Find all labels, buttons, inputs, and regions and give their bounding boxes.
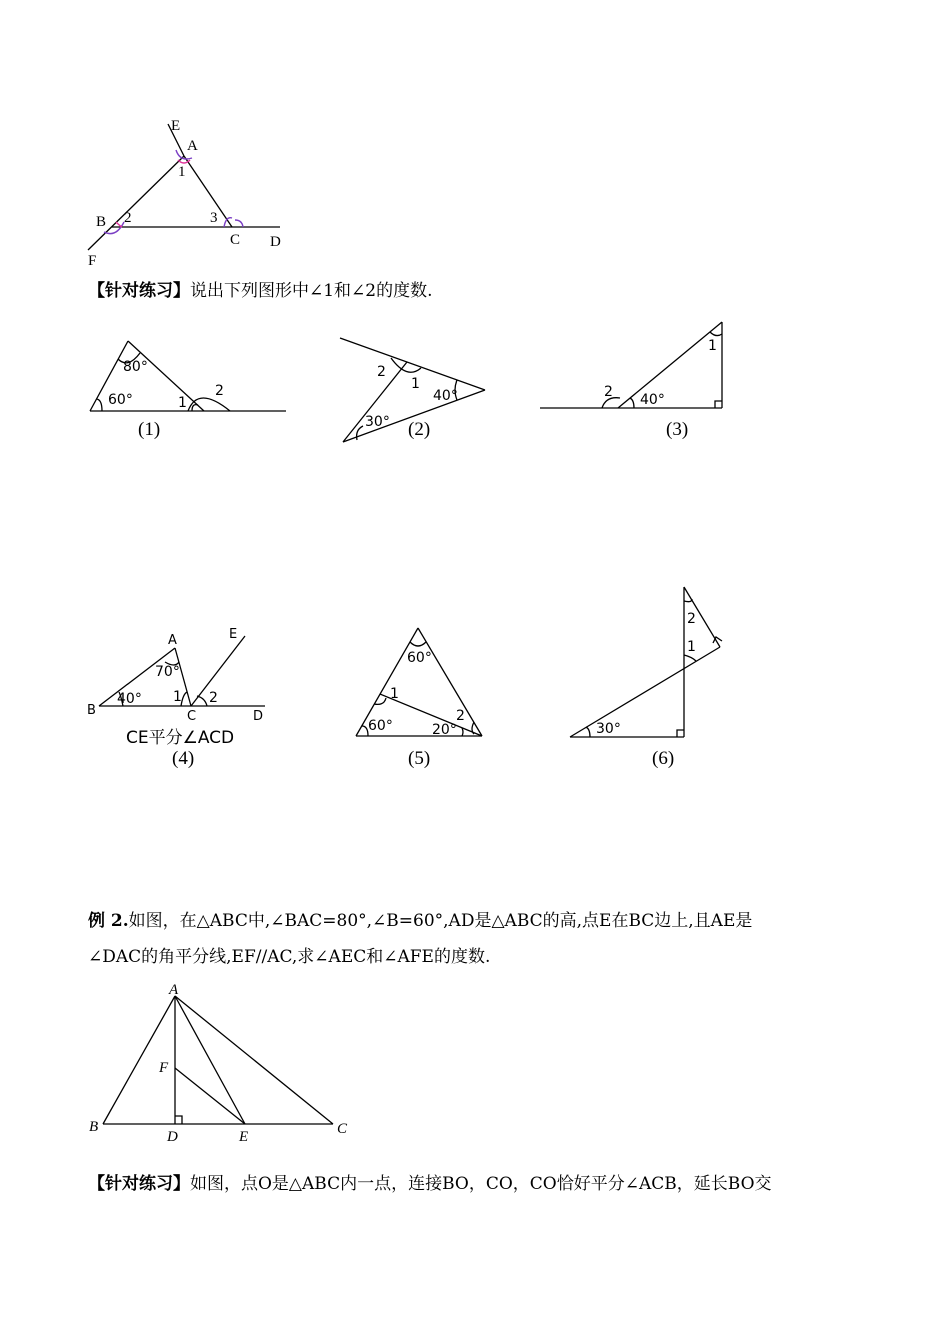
fig4-label-B: B <box>87 703 96 718</box>
fig4-label-C: C <box>187 709 197 724</box>
figure-4-note: CE平分∠ACD <box>126 728 235 748</box>
practice-2-heading: 【针对练习】 <box>88 1174 190 1194</box>
fig2-label-40: 40° <box>433 388 458 404</box>
figure-2-caption: (2) <box>408 419 431 440</box>
ex2-label-E: E <box>239 1129 249 1145</box>
fig3-label-1: 1 <box>708 338 717 354</box>
fig5-label-60-top: 60° <box>407 650 432 666</box>
example-2-line-1 <box>88 909 752 933</box>
figure-5-caption: (5) <box>408 748 431 769</box>
ex2-label-F: F <box>159 1060 169 1076</box>
figure-4-caption: (4) <box>172 748 195 769</box>
fig4-label-D: D <box>253 709 264 724</box>
example-2-line-2: ∠DAC的角平分线,EF//AC,求∠AEC和∠AFE的度数. <box>88 947 491 967</box>
ex2-label-D: D <box>167 1129 178 1145</box>
figure-6-caption: (6) <box>652 748 675 769</box>
fig3-label-2: 2 <box>604 384 613 400</box>
fig4-label-70: 70° <box>155 664 180 680</box>
label-F: F <box>88 253 97 269</box>
figure-example-2 <box>85 980 355 1145</box>
practice-2-text: 如图，点O是△ABC内一点，连接BO，CO，CO恰好平分∠ACB，延长BO交 <box>190 1174 772 1194</box>
example-2-text-1: 如图，在△ABC中,∠BAC=80°,∠B=60°,AD是△ABC的高,点E在BC边上,且AE是 <box>128 911 753 931</box>
figure-3-caption: (3) <box>666 419 689 440</box>
practice-1-heading: 【针对练习】 <box>88 281 190 301</box>
fig1-label-60: 60° <box>108 392 133 408</box>
ex2-label-C: C <box>337 1121 348 1137</box>
fig6-label-1: 1 <box>687 639 696 655</box>
fig4-label-E: E <box>229 627 238 642</box>
label-D: D <box>270 234 281 250</box>
label-B: B <box>96 214 107 230</box>
fig5-label-2: 2 <box>456 708 465 724</box>
figure-5 <box>350 622 490 742</box>
figure-6 <box>566 585 726 745</box>
fig5-label-20: 20° <box>432 722 457 738</box>
label-2: 2 <box>124 210 132 226</box>
fig3-label-40: 40° <box>640 392 665 408</box>
fig5-label-60-bottom: 60° <box>368 718 393 734</box>
practice-2-line <box>88 1172 772 1196</box>
figure-exterior-angles <box>80 110 300 270</box>
ex2-label-B: B <box>89 1119 99 1135</box>
ex2-label-A: A <box>169 982 179 998</box>
label-3: 3 <box>210 210 218 226</box>
fig4-label-1: 1 <box>173 689 182 705</box>
figure-1 <box>88 335 293 415</box>
figure-1-caption: (1) <box>138 419 161 440</box>
fig2-label-2: 2 <box>377 364 386 380</box>
fig1-label-2: 2 <box>215 383 224 399</box>
fig4-label-2: 2 <box>209 690 218 706</box>
example-2-heading: 例 2. <box>88 911 129 931</box>
practice-1-line <box>88 279 433 303</box>
fig2-label-30: 30° <box>365 414 390 430</box>
fig1-label-1: 1 <box>178 395 187 411</box>
figure-3 <box>538 318 728 413</box>
fig2-label-1: 1 <box>411 376 420 392</box>
practice-1-text: 说出下列图形中∠1和∠2的度数. <box>190 281 433 301</box>
figure-4 <box>85 622 275 722</box>
label-C: C <box>230 232 241 248</box>
fig6-label-2: 2 <box>687 611 696 627</box>
fig6-label-30: 30° <box>596 721 621 737</box>
label-E: E <box>171 118 181 134</box>
fig4-label-40: 40° <box>117 691 142 707</box>
fig4-label-A: A <box>168 633 177 648</box>
label-1: 1 <box>178 164 186 180</box>
fig5-label-1: 1 <box>390 686 399 702</box>
label-A: A <box>187 138 198 154</box>
fig1-label-80: 80° <box>123 359 148 375</box>
